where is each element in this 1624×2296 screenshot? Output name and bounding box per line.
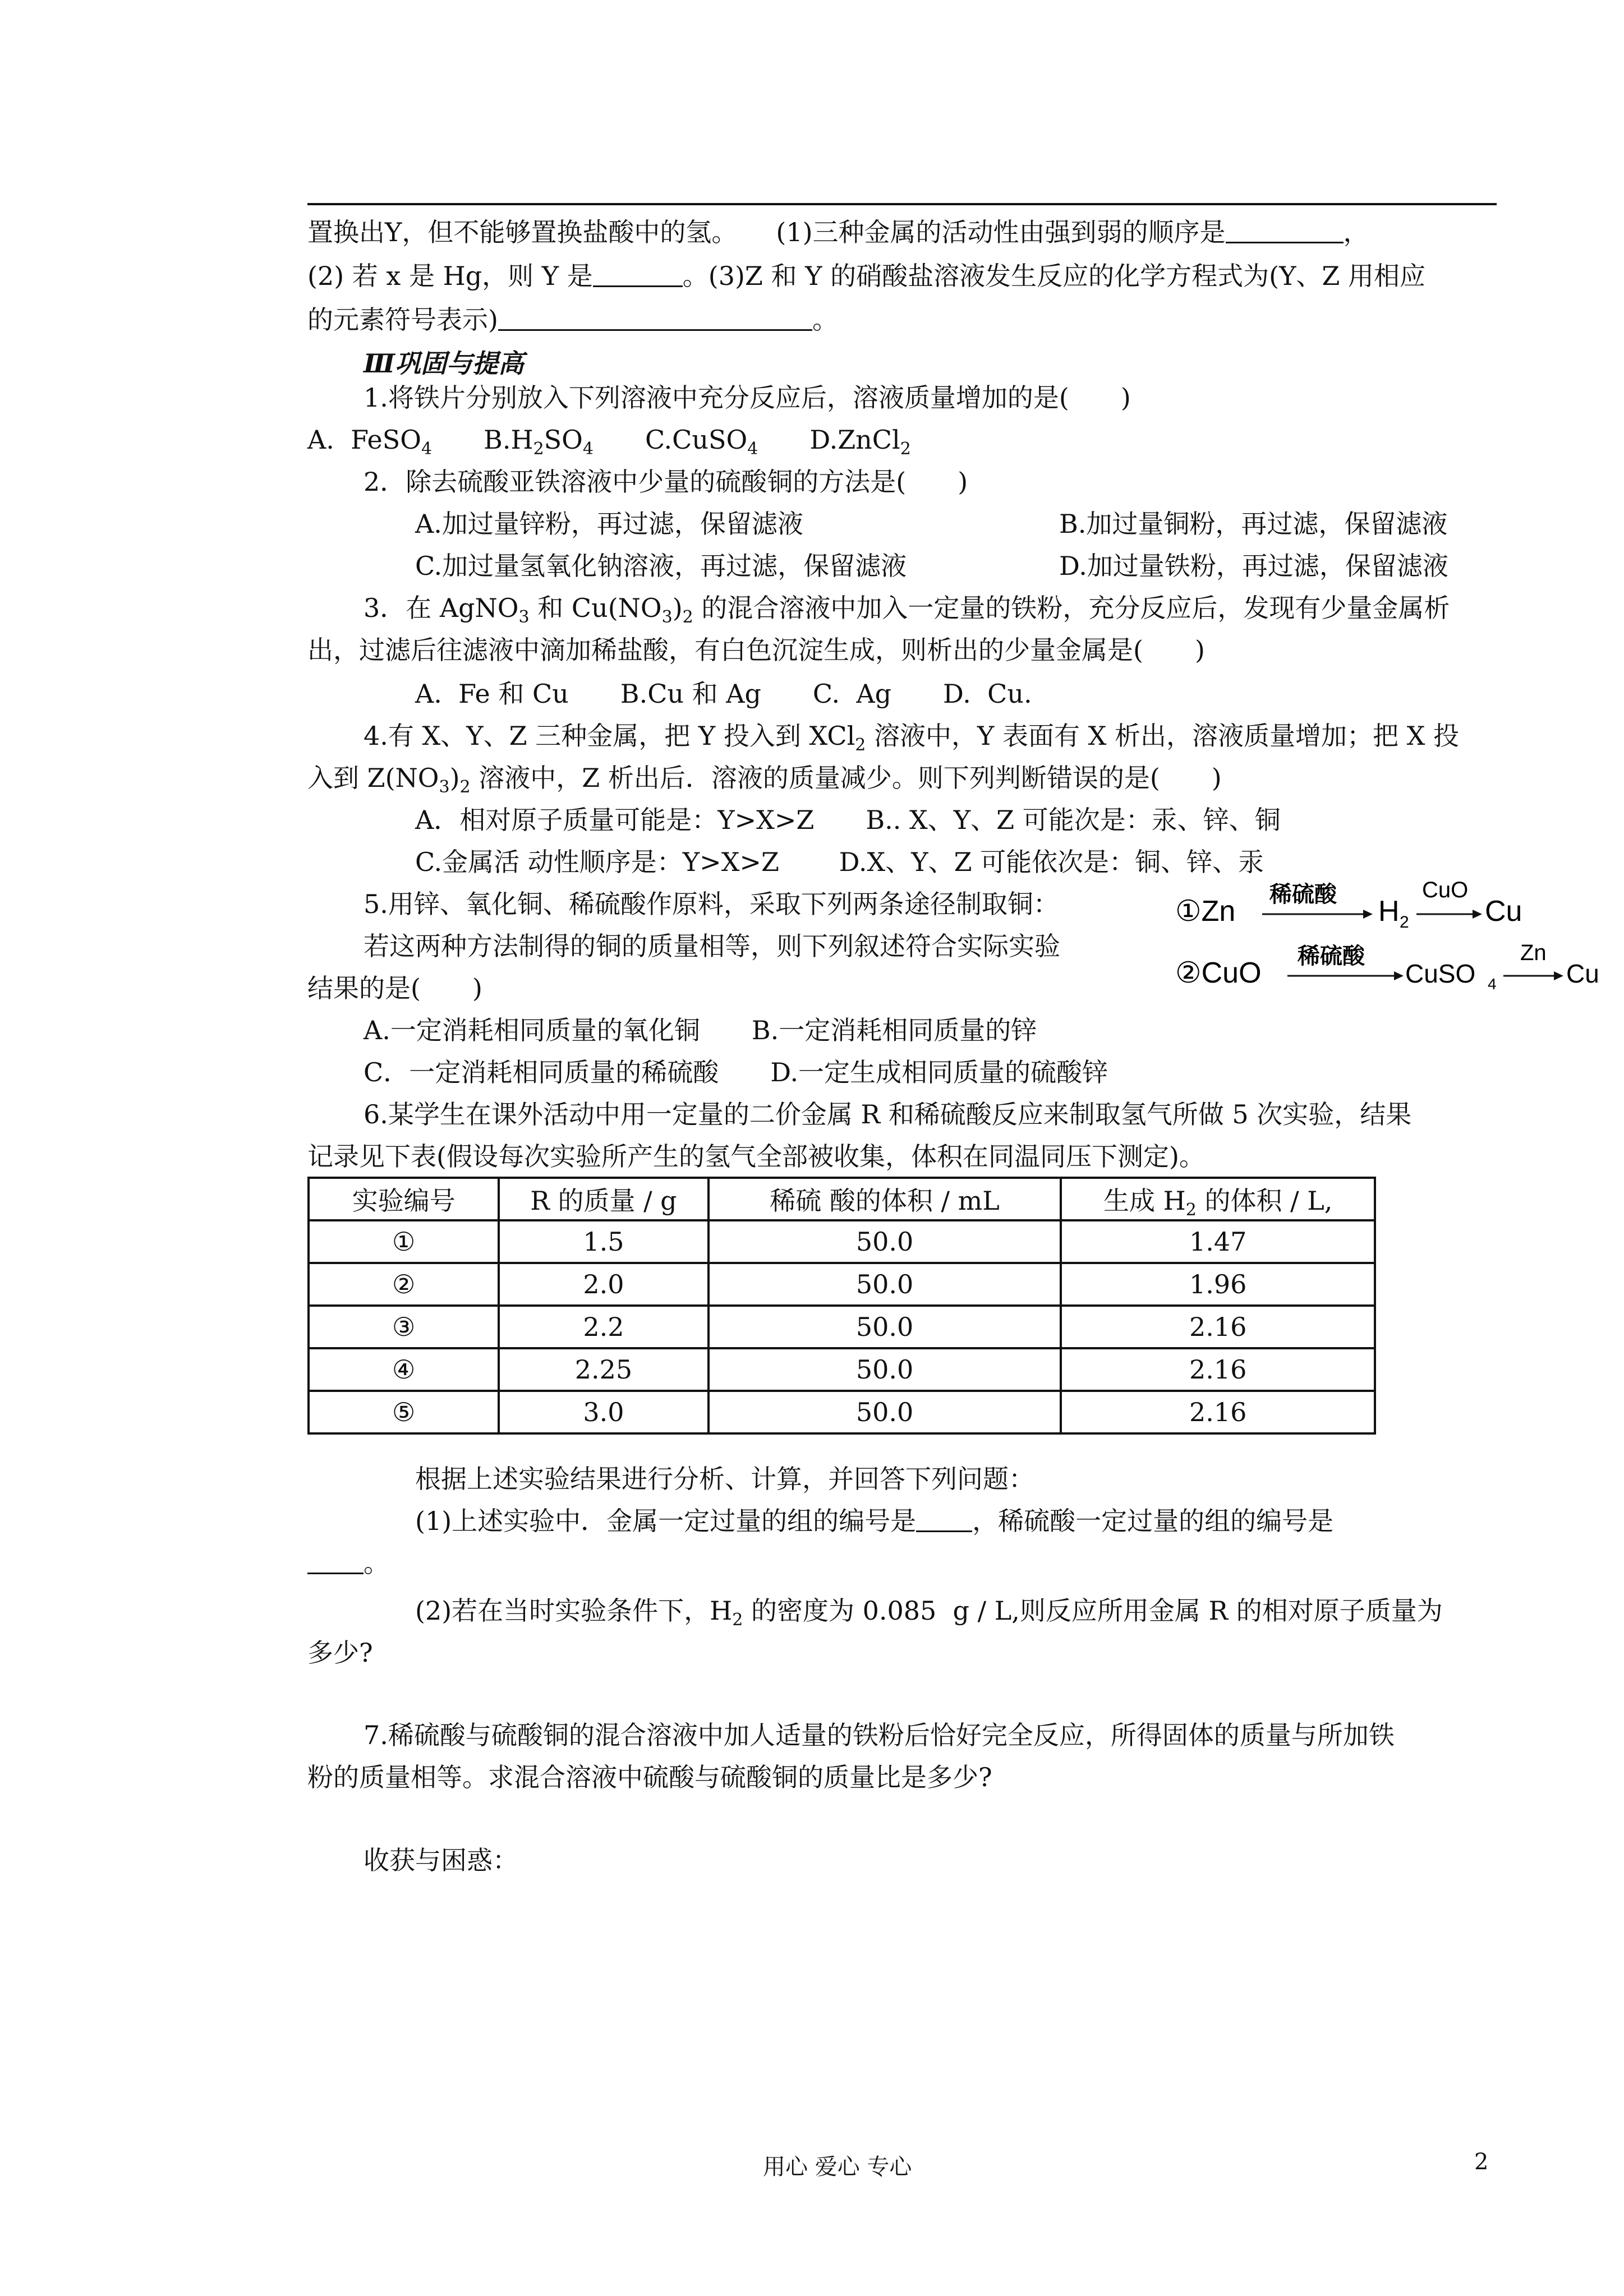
table-cell: 50.0 [709,1220,1061,1263]
table-cell: ② [309,1263,499,1306]
q2-options-cd: C.加过量氢氧化钠溶液，再过滤，保留滤液 D.加过量铁粉，再过滤，保留滤液 [415,551,1448,581]
route2-reagent1: 稀硫酸 [1298,944,1365,969]
route1-reagent1: 稀硫酸 [1269,882,1337,907]
q4-stem-2: 入到 $Z(NO_3)_2$ 溶液中，Z 析出后．溶液的质量减少。则下列判断错误的是( ) [307,763,1222,797]
table-cell: 1.5 [499,1220,708,1263]
q6-sub2-cont: 多少? [307,1638,373,1668]
q4-options-cd: C.金属活 动性顺序是：Y>X>Z D.X、Y、Z 可能依次是：铜、锌、汞 [415,847,1264,877]
table-row [309,1391,1375,1433]
q6-stem-1: 6.某学生在课外活动中用一定量的二价金属 R 和稀硫酸反应来制取氢气所做 5 次实验，结果 [364,1099,1412,1129]
route2-mid-sub: 4 [1488,975,1497,993]
table-cell: ⑤ [309,1391,499,1433]
intro-line-3: 的元素符号表示) 。 [307,305,838,335]
route2-arrow2-head [1554,971,1563,980]
answer-blank [498,305,812,331]
q7-line-2: 粉的质量相等。求混合溶液中硫酸与硫酸铜的质量比是多少? [307,1762,992,1792]
q2-options-ab: A.加过量锌粉，再过滤，保留滤液 B.加过量铜粉，再过滤，保留滤液 [415,509,1448,539]
q5-options-cd: C．一定消耗相同质量的稀硫酸 D.一定生成相同质量的硫酸锌 [364,1057,1108,1087]
q6-sub1: (1)上述实验中．金属一定过量的组的编号是 ，稀硫酸一定过量的组的编号是 [415,1506,1334,1536]
gains-heading: 收获与困惑： [364,1845,518,1875]
table-cell: ④ [309,1348,499,1391]
q2-stem: 2．除去硫酸亚铁溶液中少量的硫酸铜的方法是( ) [364,467,968,497]
table-cell: 1.96 [1061,1263,1375,1306]
footer-motto: 用心 爱心 专心 [763,2154,912,2180]
answer-blank [1226,217,1344,243]
table-cell: ③ [309,1306,499,1348]
route1-arrow2-head [1473,910,1482,919]
q4-options-ab: A．相对原子质量可能是：Y>X>Z B.. X、Y、Z 可能次是：汞、锌、铜 [415,805,1281,835]
table-header-cell: 实验编号 [309,1178,499,1220]
q5-stem-3: 结果的是( ) [307,973,482,1003]
answer-blank [307,1548,364,1574]
route1-mid: H [1378,895,1400,928]
table-row [309,1220,1375,1263]
route2-mid: CuSO [1405,959,1476,988]
intro-line-2: (2) 若 x 是 Hg，则 Y 是 。(3)Z 和 Y 的硝酸盐溶液发生反应的化学方程式为(Y、Z 用相应 [307,261,1426,291]
table-cell: ① [309,1220,499,1263]
route2-arrow1-head [1394,971,1404,980]
q6-sub2: (2)若在当时实验条件下，$H_2$ 的密度为 0.085 g / L,则反应所用金属 R 的相对原子质量为 [415,1596,1443,1630]
table-cell: 2.16 [1061,1348,1375,1391]
table-cell: 50.0 [709,1391,1061,1433]
q6-stem-2: 记录见下表(假设每次实验所产生的氢气全部被收集，体积在同温同压下测定)。 [307,1141,1205,1172]
q3-stem-2: 出，过滤后往滤液中滴加稀盐酸，有白色沉淀生成，则析出的少量金属是( ) [307,635,1205,665]
q6-after-table: 根据上述实验结果进行分析、计算，并回答下列问题： [415,1464,1034,1494]
q3-options: A. Fe 和 Cu B.Cu 和 Ag C. Ag D. Cu. [415,679,1032,709]
table-cell: 50.0 [709,1348,1061,1391]
table-cell: 50.0 [709,1263,1061,1306]
route1-mid-sub: 2 [1400,913,1409,932]
table-header-cell: 稀硫 酸的体积 / mL [709,1178,1061,1220]
table-header-cell: 生成 $H_2$ 的体积 / L, [1061,1178,1375,1220]
header-rule [307,203,1497,205]
answer-blank [593,261,683,287]
table-cell: 1.47 [1061,1220,1375,1263]
route1-end: Cu [1485,895,1522,928]
intro-line-1: 置换出Y，但不能够置换盐酸中的氢。 (1)三种金属的活动性由强到弱的顺序是 ， [307,217,1369,247]
route2-reagent2: Zn [1520,940,1547,965]
q4-stem-1: 4.有 X、Y、Z 三种金属，把 Y 投入到 XCl$_2$ 溶液中，Y 表面有 X 析出，溶液质量增加；把 X 投 [364,721,1459,755]
section-title: Ⅲ巩固与提高 [364,348,525,379]
route1-arrow1-head [1363,910,1373,919]
table-cell: 2.16 [1061,1391,1375,1433]
table-header-row [309,1178,1375,1220]
q5-options-ab: A.一定消耗相同质量的氧化铜 B.一定消耗相同质量的锌 [364,1015,1037,1045]
table-cell: 3.0 [499,1391,708,1433]
table-cell: 2.25 [499,1348,708,1391]
q3-stem-1: 3．在 AgNO$_3$ 和 $Cu(NO_3)_2$ 的混合溶液中加入一定量的铁粉，充分反应后，发现有少量金属析 [364,593,1450,627]
table-row [309,1306,1375,1348]
q5-stem-2: 若这两种方法制得的铜的质量相等，则下列叙述符合实际实验 [364,931,1060,961]
page-number: 2 [1474,2149,1489,2175]
q6-sub1-cont: 。 [307,1541,1497,1585]
q1-stem: 1.将铁片分别放入下列溶液中充分反应后，溶液质量增加的是( ) [364,382,1131,413]
table-cell: 2.0 [499,1263,708,1306]
reaction-route-diagram [1175,875,1613,1004]
table-row [309,1263,1375,1306]
route1-start: ①Zn [1175,895,1236,928]
q1-options: A. FeSO$_4$ $B.H_2SO_4$ C.CuSO$_4$ D.ZnCl$_2$ [307,425,911,459]
answer-blank [916,1506,972,1532]
table-cell: 50.0 [709,1306,1061,1348]
table-cell: 2.2 [499,1306,708,1348]
q5-stem-1: 5.用锌、氧化铜、稀硫酸作原料，采取下列两条途径制取铜： [364,889,1059,919]
route1-reagent2: CuO [1422,878,1469,902]
table-header-cell: R 的质量 / g [499,1178,708,1220]
route2-start: ②CuO [1175,957,1262,989]
table-cell: 2.16 [1061,1306,1375,1348]
route2-end: Cu [1566,959,1599,988]
table-row [309,1348,1375,1391]
q7-line-1: 7.稀硫酸与硫酸铜的混合溶液中加人适量的铁粉后恰好完全反应，所得固体的质量与所加铁 [364,1720,1395,1750]
results-table [307,1177,1376,1435]
